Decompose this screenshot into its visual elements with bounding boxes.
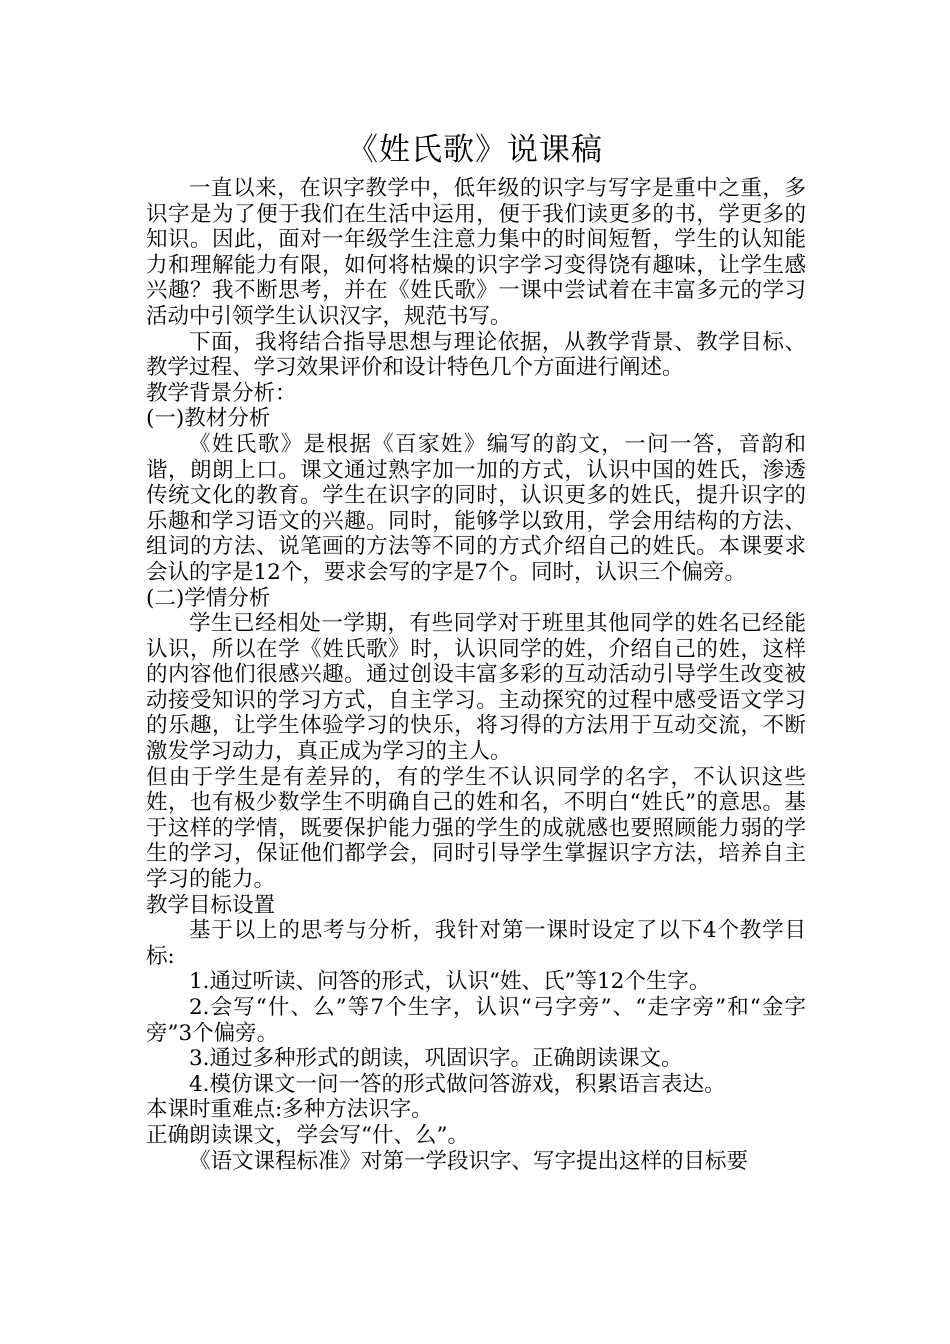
section-heading-background: 教学背景分析： xyxy=(146,380,297,406)
key-points-line-2: 正确朗读课文，学会写“什、么”。 xyxy=(146,1122,469,1148)
goal-item-1: 1.通过听读、问答的形式，认识“姓、氏”等12个生字。 xyxy=(189,969,711,995)
subsection-heading-student: (二)学情分析 xyxy=(146,585,271,611)
subsection-heading-material: (一)教材分析 xyxy=(146,406,271,432)
material-analysis-paragraph: 《姓氏歌》是根据《百家姓》编写的韵文，一问一答，音韵和谐，朗朗上口。课文通过熟字加一加的方式，认识中国的姓氏，渗透传统文化的教育。学生在识字的同时，认识更多的姓氏，提升识字的乐趣和学习语文的兴趣。同时，能够学以致用，学会用结构的方法、组词的方法、说笔画的方法等不同的方式介绍自己的姓氏。本课要求会认的字是12个，要求会写的字是7个。同时，认识三个偏旁。 xyxy=(146,431,806,585)
student-difference-paragraph: 但由于学生是有差异的，有的学生不认识同学的名字，不认识这些姓，也有极少数学生不明确自己的姓和名，不明白“姓氏”的意思。基于这样的学情，既要保护能力强的学生的成就感也要照顾能力弱的学生的学习，保证他们都学会，同时引导学生掌握识字方法，培养自主学习的能力。 xyxy=(146,764,806,893)
goal-item-2: 2.会写“什、么”等7个生字，认识“弓字旁”、“走字旁”和“金字旁”3个偏旁。 xyxy=(146,995,806,1046)
intro-paragraph: 一直以来，在识字教学中，低年级的识字与写字是重中之重，多识字是为了便于我们在生活中运用，便于我们读更多的书，学更多的知识。因此，面对一年级学生注意力集中的时间短暂，学生的认知能力和理解能力有限，如何将枯燥的识字学习变得饶有趣味，让学生感兴趣？我不断思考，并在《姓氏歌》一课中尝试着在丰富多元的学习活动中引领学生认识汉字，规范书写。 xyxy=(146,176,806,329)
goal-item-4: 4.模仿课文一问一答的形式做问答游戏，积累语言表达。 xyxy=(189,1071,726,1097)
student-analysis-paragraph: 学生已经相处一学期，有些同学对于班里其他同学的姓名已经能认识，所以在学《姓氏歌》时，认识同学的姓，介绍自己的姓，这样的内容他们很感兴趣。通过创设丰富多彩的互动活动引导学生改变被动接受知识的学习方式，自主学习。主动探究的过程中感受语文学习的乐趣，让学生体验学习的快乐，将习得的方法用于互动交流，不断激发学习动力，真正成为学习的主人。 xyxy=(146,611,806,765)
section-heading-goals: 教学目标设置 xyxy=(146,892,276,918)
goals-intro-paragraph: 基于以上的思考与分析，我针对第一课时设定了以下4个教学目标: xyxy=(146,918,806,969)
curriculum-standard-paragraph: 《语文课程标准》对第一学段识字、写字提出这样的目标要 xyxy=(189,1148,749,1174)
goal-item-3: 3.通过多种形式的朗读，巩固识字。正确朗读课文。 xyxy=(189,1046,683,1072)
document-body xyxy=(146,176,806,1174)
document-title: 《姓氏歌》说课稿 xyxy=(347,132,603,168)
key-points-line: 本课时重难点:多种方法识字。 xyxy=(146,1097,433,1123)
overview-paragraph: 下面，我将结合指导思想与理论依据，从教学背景、教学目标、教学过程、学习效果评价和设计特色几个方面进行阐述。 xyxy=(146,329,806,381)
